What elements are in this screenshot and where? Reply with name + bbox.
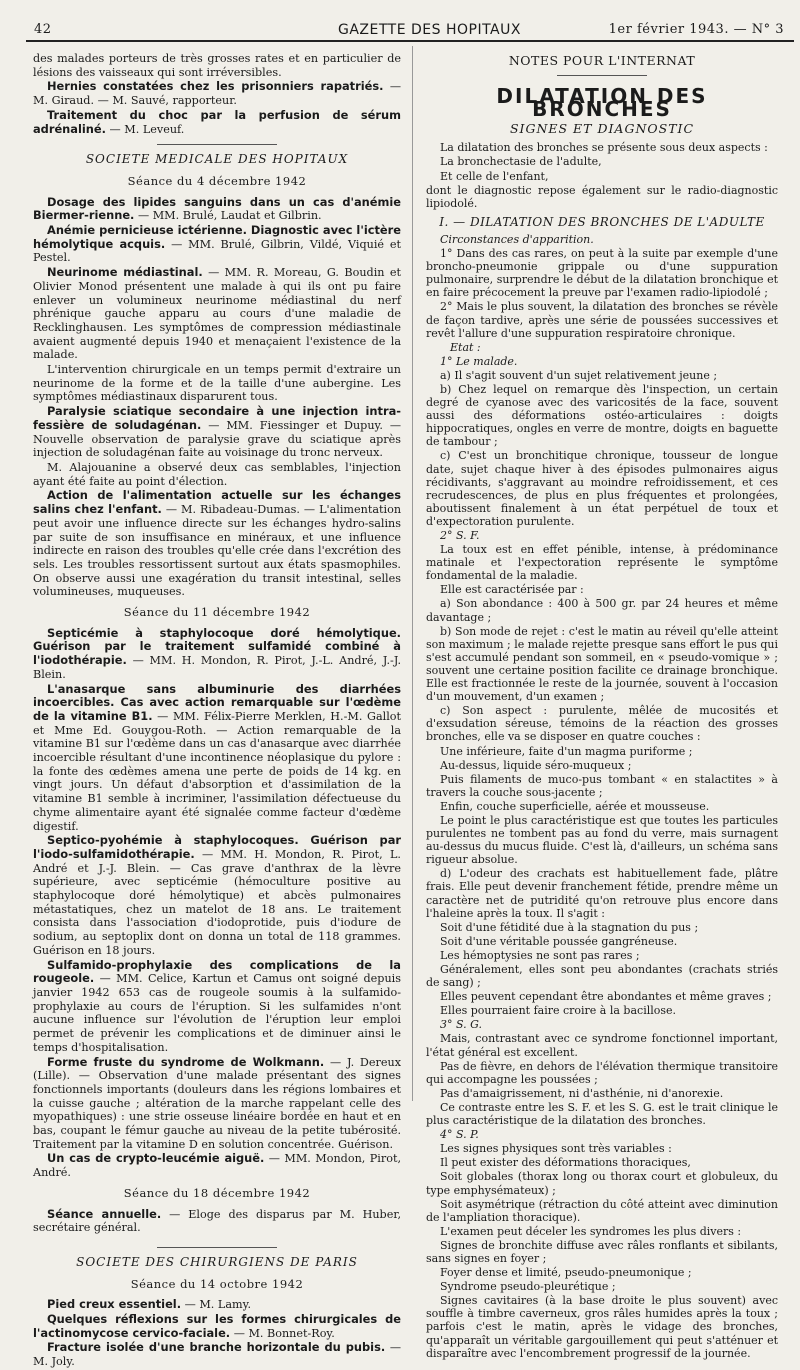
subheading: 2° S. F. [440,529,480,542]
article-title: DILATATION DES BRONCHES [496,84,708,122]
paragraph: Soit d'une véritable poussée gangréneuse. [440,934,678,948]
paragraph: 1° Dans des cas rares, on peut à la suite par exemple d'une broncho-pneumonie grippale ou d'une suppuration pulmonaire, surprendre le début de la dilatation bronchique et en faire précocement la preuve par l'examen radio-lipiodolé ; [426,247,778,300]
right-column [426,42,778,1361]
paragraph: d) L'odeur des crachats est habituellement fade, plâtre frais. Elle peut devenir franchement fétide, prendre même un caractère net de putridité qu'on retrouve plus encore dans l'haleine après la toux. Il s'agit : [426,867,778,920]
entry-text: — MM. Celice, Kartun et Camus ont soigné depuis janvier 1942 653 cas de rougeole soumis à la sulfamido-prophylaxie au cours de l'éruption. Si les sulfamides n'ont aucune influence sur l'évolution de l'éruption leur emploi permet de prévenir les complications et de diminuer ainsi le temps d'hospitalisation. [33,972,401,1054]
entry-title: Sulfamido-prophylaxie des complications de la rougeole. [33,957,401,986]
subheading: 4° S. P. [440,1128,479,1142]
paragraph: Ce contraste entre les S. F. et les S. G. est le trait clinique le plus caractéristique de la dilatation des bronches. [426,1100,778,1128]
session-date: Séance du 11 décembre 1942 [123,605,311,620]
paragraph: Pas de fièvre, en dehors de l'élévation thermique transitoire qui accompagne les poussées ; [426,1059,778,1086]
paragraph: Et celle de l'enfant, [440,169,549,183]
page-header [26,22,794,42]
paragraph: b) Chez lequel on remarque dès l'inspection, un certain degré de cyanose avec des varicosités de la face, souvent aussi des déformations ostéo-articulaires : doigts hippocratiques, ongles en verre de montre, doigts en baguette de tambour ; [426,382,778,449]
paragraph: Généralement, elles sont peu abondantes (crachats striés de sang) ; [426,963,778,990]
entry-title: Fracture isolée d'une branche horizontale du pubis. [47,1340,386,1355]
subheading: 1° Le malade. [440,354,518,368]
entry-title: Quelques réflexions sur les formes chirurgicales de l'actinomycose cervico-faciale. [33,1312,401,1340]
paragraph: Les signes physiques sont très variables : [440,1142,672,1156]
paragraph [33,266,401,362]
paragraph: 2° Mais le plus souvent, la dilatation des bronches se révèle de façon tardive, après une série de poussées successives et revêt l'allure d'une suppuration respiratoire chronique. [426,300,778,340]
paragraph: Soit asymétrique (rétraction du côté atteint avec diminution de l'ampliation thoracique). [426,1197,778,1224]
section-label: NOTES POUR L'INTERNAT [508,53,696,68]
paragraph: Signes de bronchite diffuse avec râles ronflants et sibilants, sans signes en foyer ; [426,1238,778,1265]
entry-authors: — M. Lamy. [184,1298,252,1312]
entry-title: Traitement du choc par la perfusion de sérum adrénaliné. [33,107,401,136]
entry-title: Septicémie à staphylocoque doré hémolytique. Guérison par le traitement sulfamidé combiné à l'iodothérapie. [33,625,401,668]
entry-title: Septico-pyohémie à staphylocoques. Guérison par l'iodo-sulfamidothérapie. [33,833,401,861]
paragraph: La dilatation des bronches se présente sous deux aspects : [440,141,768,155]
session-date: Séance du 4 décembre 1942 [127,173,307,188]
paragraph: Enfin, couche superficielle, aérée et mousseuse. [440,799,710,813]
session-date: Séance du 14 octobre 1942 [130,1276,304,1291]
paragraph [33,489,401,599]
paragraph: dont le diagnostic repose également sur le radio-diagnostic lipiodolé. [426,183,778,210]
entry-text: — M. Ribadeau-Dumas. — L'alimentation peut avoir une influence directe sur les échanges hydro-salins par suite de son insuffisance en minéraux, et une influence indirecte en raison des troubles qu'elle crée dans l'excrétion des sels. Les troubles ressortissent surtout aux états spasmophiles. On observe aussi une exagération du transit intestinal, selles volumineuses, muqueuses. [33,503,402,599]
entry-text: — J. Dereux (Lille). — Observation d'une malade présentant des signes fonctionnels importants (douleurs dans les régions lombaires et la cuisse gauche ; altération de la marche rappelant celle des myopathiques) : une strie osseuse linéaire bordée en haut et en bas, coupant le fémur gauche au niveau de la petite tubérosité. Traitement par la vitamine D en solution concentrée. Guérison. [33,1055,402,1151]
paragraph: Soit globales (thorax long ou thorax court et globuleux, du type emphysémateux) ; [426,1170,778,1197]
society-heading: SOCIETE MEDICALE DES HOPITAUX [85,152,349,167]
entry-authors: — M. Bonnet-Roy. [233,1326,335,1340]
paragraph [33,1313,401,1340]
entry-authors: — M. Leveuf. [109,122,185,136]
paragraph: La bronchectasie de l'adulte, [440,155,602,169]
paragraph [33,627,401,682]
subheading: Circonstances d'apparition. [440,232,594,246]
section-rule [157,1247,277,1248]
paragraph: L'examen peut déceler les syndromes les plus divers : [440,1224,742,1238]
entry-title: Un cas de crypto-leucémie aiguë. [47,1151,265,1166]
paragraph: des malades porteurs de très grosses rates et en particulier de lésions des vaisseaux qui sont irréversibles. [33,52,401,79]
paragraph: a) Il s'agit souvent d'un sujet relativement jeune ; [440,368,718,382]
paragraph [33,959,401,1055]
paragraph: La toux est en effet pénible, intense, à prédominance matinale et l'expectoration représente le symptôme fondamental de la maladie. [426,543,778,583]
paragraph: Mais, contrastant avec ce syndrome fonctionnel important, l'état général est excellent. [426,1032,778,1059]
entry-text: — Eloge des disparus par M. Huber, secrétaire général. [33,1207,401,1235]
journal-title: GAZETTE DES HOPITAUX [338,22,521,38]
section-rule [157,144,277,145]
entry-authors: — MM. Brulé, Laudat et Gilbrin. [137,209,322,223]
paragraph [33,1152,401,1179]
column-divider [412,46,413,1101]
paragraph: Elles pourraient faire croire à la bacillose. [440,1004,677,1018]
entry-title: L'anasarque sans albuminurie des diarrhées incoercibles. Cas avec action remarquable sur l'œdème de la vitamine B1. [33,681,401,723]
session-date: Séance du 18 décembre 1942 [123,1185,311,1200]
paragraph: b) Son mode de rejet : c'est le matin au réveil qu'elle atteint son maximum ; le malade rejette presque sans effort le pus qui s'est accumulé pendant son sommeil, en « pseudo-vomique » ; souvent une certaine position facilite ce drainage bronchique. Elle est fractionnée le reste de la journée, souvent à l'occasion d'un mouvement, d'un examen ; [426,624,778,704]
entry-title: Neurinome médiastinal. [47,265,203,280]
subheading: Etat : [450,340,481,354]
entry-authors: — M. Joly. [33,1341,402,1369]
entry-title: Paralysie sciatique secondaire à une injection intra-fessière de soludagénan. [33,404,401,432]
paragraph: Une inférieure, faite d'un magma puriforme ; [440,744,693,758]
entry-title: Pied creux essentiel. [47,1297,182,1312]
section-heading: I. — DILATATION DES BRONCHES DE L'ADULTE [439,214,765,229]
entry-title: Hernies constatées chez les prisonniers rapatriés. [47,79,384,94]
paragraph: Le point le plus caractéristique est que toutes les particules purulentes ne tombent pas au fond du verre, mais surnagent au-dessus du mucus fluide. C'est là, d'ailleurs, un schéma sans rigueur absolue. [426,813,778,867]
paragraph [33,224,401,265]
entry-authors: — MM. Brulé, Gilbrin, Vildé, Viquié et Pestel. [33,237,402,265]
paragraph [33,1208,401,1235]
issue-date: 1er février 1943. — N° 3 [608,22,784,37]
paragraph: Soit d'une fétidité due à la stagnation du pus ; [440,920,699,934]
paragraph: Au-dessus, liquide séro-muqueux ; [440,758,632,772]
entry-title: Anémie pernicieuse ictérienne. Diagnostic avec l'ictère hémolytique acquis. [33,223,401,251]
article-subtitle: SIGNES ET DIAGNOSTIC [509,121,695,137]
paragraph: Elles peuvent cependant être abondantes et même graves ; [440,990,772,1004]
paragraph [33,683,401,834]
paragraph: c) Son aspect : purulente, mêlée de mucosités et d'exsudation séreuse, témoins de la réaction des grosses bronches, elle va se disposer en quatre couches : [426,704,778,744]
entry-text: — MM. Fiessinger et Dupuy. — Nouvelle observation de paralysie grave du sciatique après injection de soludagénan faite au voisinage du tronc nerveux. [33,418,402,460]
entry-title: Forme fruste du syndrome de Wolkmann. [47,1054,325,1069]
paragraph: Puis filaments de muco-pus tombant « en stalactites » à travers la couche sous-jacente ; [426,772,778,799]
entry-text: — MM. R. Moreau, G. Boudin et Olivier Monod présentent une malade à qui ils ont pu faire enlever un volumineux neurinome médiastinal du nerf phrénique gauche apparu au cours d'une maladie de Recklinghausen. Les symptômes de compression médiastinale avaient augmenté depuis 1940 et menaçaient l'existence de la malade. [33,266,401,362]
paragraph: Pas d'amaigrissement, ni d'asthénie, ni d'anorexie. [440,1086,724,1100]
paragraph [33,196,401,223]
paragraph: M. Alajouanine a observé deux cas semblables, l'injection ayant été faite au point d'élection. [33,460,401,488]
paragraph: Il peut exister des déformations thoraciques, [440,1156,691,1170]
section-rule [557,75,647,76]
paragraph: c) C'est un bronchitique chronique, tousseur de longue date, sujet chaque hiver à des épisodes pulmonaires aigus récidivants, s'aggravant au moindre refroidissement, et ces recrudescences, de plus en plus fréquentes et prolongées, aboutissent finalement à un état perpétuel de toux et d'expectoration purulente. [426,449,778,528]
paragraph [33,1298,401,1312]
entry-text: — MM. Félix-Pierre Merklen, H.-M. Gallot et Mme Ed. Gouygou-Roth. — Action remarquable de la vitamine B1 sur l'œdème dans un cas d'anasarque avec diarrhée incoercible résultant d'une incontinence néoplasique du pylore : la fonte des œdèmes amena une perte de poids de 14 kg. en vingt jours. Un défaut d'absorption et d'assimilation de la vitamine B1 semble à incriminer, l'assimilation défectueuse du chyme alimentaire ayant été signalée comme facteur d'œdème digestif. [33,709,402,833]
left-column [33,52,401,1370]
society-heading: SOCIETE DES CHIRURGIENS DE PARIS [76,1254,358,1269]
paragraph [33,109,401,136]
paragraph [33,1341,401,1368]
paragraph: Signes cavitaires (à la base droite le plus souvent) avec souffle à timbre caverneux, gros râles humides après la toux ; parfois c'est le matin, après le vidage des bronches, qu'apparaît un véritable gargouillement qui peut s'atténuer et disparaître avec l'encombrement progressif de la journée. [426,1294,778,1360]
paragraph [33,80,401,107]
entry-authors: — MM. H. Mondon, R. Pirot, J.-L. André, J.-J. Blein. [33,654,401,681]
subheading: 3° S. G. [440,1018,483,1032]
entry-title: Action de l'alimentation actuelle sur les échanges salins chez l'enfant. [33,488,401,517]
paragraph: Les hémoptysies ne sont pas rares ; [440,948,640,962]
paragraph: a) Son abondance : 400 à 500 gr. par 24 heures et même davantage ; [426,597,778,624]
paragraph [33,834,401,957]
entry-text: — MM. H. Mondon, R. Pirot, L. André et J.-J. Blein. — Cas grave d'anthrax de la lèvre supérieure, avec septicémie (hémoculture positive au staphylocoque doré hémolytique) et abcès pulmonaires métastatiques, chez un matelot de 18 ans. Le traitement consista dans l'association d'iodoprotide, puis d'iodure de sodium, au septoplix dont on donna un total de 118 grammes. Guérison en 18 jours. [33,847,401,957]
entry-title: Dosage des lipides sanguins dans un cas d'anémie Biermer-rienne. [33,194,401,223]
paragraph: Elle est caractérisée par : [440,583,584,597]
paragraph: Foyer dense et limité, pseudo-pneumonique ; [440,1266,692,1280]
paragraph [33,1056,401,1152]
page-number: 42 [34,22,52,37]
entry-authors: — MM. Mondon, Pirot, André. [33,1152,401,1180]
paragraph: Syndrome pseudo-pleurétique ; [440,1280,616,1294]
paragraph [33,405,401,460]
paragraph: L'intervention chirurgicale en un temps permit d'extraire un neurinome de la forme et de la taille d'une aubergine. Les symptômes médiastinaux disparurent tous. [33,363,401,404]
entry-authors: — M. Giraud. — M. Sauvé, rapporteur. [33,80,402,108]
entry-title: Séance annuelle. [47,1206,162,1221]
